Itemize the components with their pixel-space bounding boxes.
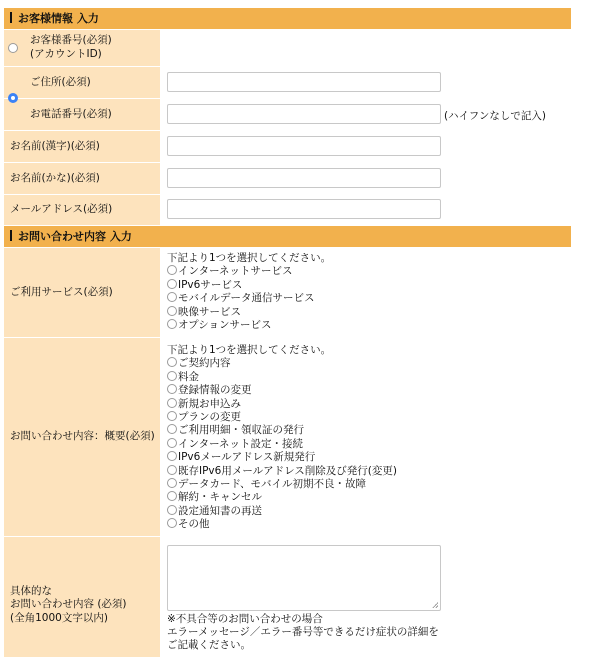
summary-option[interactable]: データカード、モバイル初期不良・故障 xyxy=(167,478,397,491)
radio-icon[interactable] xyxy=(167,357,177,367)
summary-option[interactable]: インターネット設定・接続 xyxy=(167,438,397,451)
details-note-line: エラーメッセージ／エラー番号等できるだけ症状の詳細を xyxy=(167,626,439,638)
address-phone-radio[interactable] xyxy=(8,93,18,103)
name-kanji-input[interactable] xyxy=(167,136,441,156)
summary-option[interactable]: 設定通知書の再送 xyxy=(167,505,397,518)
radio-icon[interactable] xyxy=(167,292,177,302)
summary-option[interactable]: 解約・キャンセル xyxy=(167,491,397,504)
inquiry-section-header xyxy=(4,226,571,247)
email-row xyxy=(4,195,571,226)
service-instruction: 下記より1つを選択してください。 xyxy=(167,252,332,264)
details-value-cell xyxy=(161,537,571,657)
phone-input[interactable] xyxy=(167,104,441,124)
address-row xyxy=(4,67,571,99)
customer-section-title: お客様情報 入力 xyxy=(18,12,99,25)
radio-icon[interactable] xyxy=(167,438,177,448)
summary-option[interactable]: 新規お申込み xyxy=(167,398,397,411)
service-option[interactable]: オプションサービス xyxy=(167,319,331,332)
service-option[interactable]: モバイルデータ通信サービス xyxy=(167,292,331,305)
radio-icon[interactable] xyxy=(167,505,177,515)
details-textarea[interactable] xyxy=(167,545,441,611)
service-option[interactable]: IPv6サービス xyxy=(167,279,331,292)
service-option[interactable]: 映像サービス xyxy=(167,306,331,319)
radio-icon[interactable] xyxy=(167,451,177,461)
details-note-line: ご記載ください。 xyxy=(167,639,251,651)
service-label: ご利用サービス(必須) xyxy=(4,248,160,337)
header-bar-icon xyxy=(10,230,12,241)
address-value-cell xyxy=(161,67,571,98)
name-kanji-label: お名前(漢字)(必須) xyxy=(4,131,160,162)
name-kana-value-cell xyxy=(161,163,571,194)
service-option[interactable]: インターネットサービス xyxy=(167,265,331,278)
summary-option[interactable]: ご利用明細・領収証の発行 xyxy=(167,424,397,437)
resize-grip-icon[interactable] xyxy=(432,602,438,608)
service-value-cell xyxy=(161,248,571,337)
radio-icon[interactable] xyxy=(167,319,177,329)
summary-value-cell xyxy=(161,338,571,536)
phone-label: お電話番号(必須) xyxy=(4,99,160,130)
details-label: 具体的な お問い合わせ内容 (必須) (全角1000文字以内) xyxy=(4,537,160,657)
summary-option[interactable]: ご契約内容 xyxy=(167,357,397,370)
name-kanji-value-cell xyxy=(161,131,571,162)
address-label: ご住所(必須) xyxy=(4,67,160,98)
radio-icon[interactable] xyxy=(167,465,177,475)
customer-section-header xyxy=(4,8,571,29)
radio-icon[interactable] xyxy=(167,518,177,528)
header-bar-icon xyxy=(10,12,12,23)
name-kanji-row xyxy=(4,131,571,163)
summary-row xyxy=(4,338,571,537)
name-kana-row xyxy=(4,163,571,195)
details-note-line: ※不具合等のお問い合わせの場合 xyxy=(167,613,323,625)
radio-icon[interactable] xyxy=(167,265,177,275)
address-input[interactable] xyxy=(167,72,441,92)
radio-icon[interactable] xyxy=(167,491,177,501)
radio-icon[interactable] xyxy=(167,478,177,488)
radio-icon[interactable] xyxy=(167,279,177,289)
phone-value-cell xyxy=(161,99,571,130)
name-kana-input[interactable] xyxy=(167,168,441,188)
email-input[interactable] xyxy=(167,199,441,219)
details-note xyxy=(167,613,439,652)
account-id-radio[interactable] xyxy=(8,43,18,53)
account-id-row xyxy=(4,30,571,67)
details-row xyxy=(4,537,571,658)
summary-option[interactable]: IPv6メールアドレス新規発行 xyxy=(167,451,397,464)
phone-note: (ハイフンなしで記入) xyxy=(444,110,546,122)
radio-icon[interactable] xyxy=(167,371,177,381)
email-value-cell xyxy=(161,195,571,225)
inquiry-section-title: お問い合わせ内容 入力 xyxy=(18,230,132,243)
summary-options xyxy=(167,344,397,532)
account-id-value-cell xyxy=(161,30,571,66)
summary-option[interactable]: プランの変更 xyxy=(167,411,397,424)
summary-instruction: 下記より1つを選択してください。 xyxy=(167,344,332,356)
summary-option[interactable]: 登録情報の変更 xyxy=(167,384,397,397)
phone-row xyxy=(4,99,571,131)
summary-label: お問い合わせ内容：概要(必須) xyxy=(4,338,160,536)
radio-icon[interactable] xyxy=(167,411,177,421)
account-id-label: お客様番号(必須) (アカウントID) xyxy=(4,30,160,66)
radio-icon[interactable] xyxy=(167,398,177,408)
radio-icon[interactable] xyxy=(167,384,177,394)
email-label: メールアドレス(必須) xyxy=(4,195,160,225)
summary-option[interactable]: 既存IPv6用メールアドレス削除及び発行(変更) xyxy=(167,465,397,478)
summary-option[interactable]: その他 xyxy=(167,518,397,531)
service-options xyxy=(167,252,331,332)
radio-icon[interactable] xyxy=(167,424,177,434)
service-row xyxy=(4,248,571,338)
radio-icon[interactable] xyxy=(167,306,177,316)
summary-option[interactable]: 料金 xyxy=(167,371,397,384)
name-kana-label: お名前(かな)(必須) xyxy=(4,163,160,194)
